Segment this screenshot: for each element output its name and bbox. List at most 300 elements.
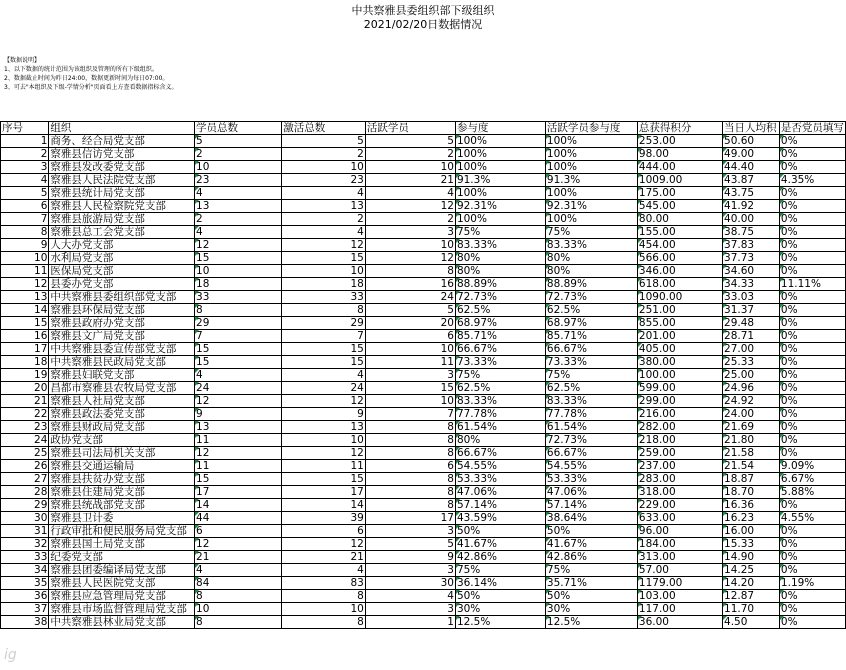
table-cell[interactable]: 68.97% [545,317,637,330]
table-cell[interactable]: 57.00 [637,564,722,577]
table-cell[interactable]: 12 [365,200,455,213]
table-cell[interactable]: 100% [455,187,545,200]
table-cell[interactable]: 17 [282,486,366,499]
table-cell[interactable]: 7 [365,408,455,421]
table-cell[interactable]: 12 [195,395,282,408]
table-cell[interactable]: 察雅县财政局党支部 [49,421,195,434]
column-header[interactable]: 激活总数 [282,122,366,135]
table-cell[interactable]: 18.70 [723,486,780,499]
table-cell[interactable]: 66.67% [545,447,637,460]
table-cell[interactable]: 11 [365,356,455,369]
table-cell[interactable]: 14 [195,499,282,512]
table-cell[interactable]: 昌都市察雅县农牧局党支部 [49,382,195,395]
table-cell[interactable]: 24 [195,382,282,395]
table-cell[interactable]: 30 [1,512,49,525]
table-cell[interactable]: 0% [779,187,845,200]
table-cell[interactable]: 13 [1,291,49,304]
table-cell[interactable]: 察雅县妇联党支部 [49,369,195,382]
table-cell[interactable]: 16 [365,278,455,291]
table-cell[interactable]: 8 [365,265,455,278]
table-cell[interactable]: 1.19% [779,577,845,590]
table-cell[interactable]: 66.67% [455,343,545,356]
table-cell[interactable]: 283.00 [637,473,722,486]
table-cell[interactable]: 0% [779,304,845,317]
table-cell[interactable]: 15 [282,343,366,356]
table-cell[interactable]: 察雅县住建局党支部 [49,486,195,499]
table-cell[interactable]: 80% [455,252,545,265]
table-cell[interactable]: 15 [365,382,455,395]
table-cell[interactable]: 察雅县国土局党支部 [49,538,195,551]
table-cell[interactable]: 155.00 [637,226,722,239]
table-cell[interactable]: 6 [195,525,282,538]
table-cell[interactable]: 察雅县政府办党支部 [49,317,195,330]
table-cell[interactable]: 57.14% [455,499,545,512]
table-cell[interactable]: 12.5% [455,616,545,629]
table-cell[interactable]: 54.55% [545,460,637,473]
table-cell[interactable]: 77.78% [545,408,637,421]
table-cell[interactable]: 83.33% [455,395,545,408]
table-cell[interactable]: 3 [365,226,455,239]
table-cell[interactable]: 5 [365,135,455,148]
table-cell[interactable]: 8 [365,473,455,486]
table-cell[interactable]: 察雅县应急管理局党支部 [49,590,195,603]
table-cell[interactable]: 24.96 [723,382,780,395]
table-cell[interactable]: 察雅县环保局党支部 [49,304,195,317]
table-cell[interactable]: 23 [195,174,282,187]
table-cell[interactable]: 31 [1,525,49,538]
table-cell[interactable]: 0% [779,317,845,330]
table-cell[interactable]: 10 [365,395,455,408]
table-cell[interactable]: 218.00 [637,434,722,447]
table-cell[interactable]: 14.20 [723,577,780,590]
table-cell[interactable]: 545.00 [637,200,722,213]
table-cell[interactable]: 17 [195,486,282,499]
table-cell[interactable]: 中共察雅县委宣传部党支部 [49,343,195,356]
table-cell[interactable]: 85.71% [545,330,637,343]
table-cell[interactable]: 62.5% [455,304,545,317]
table-cell[interactable]: 3 [1,161,49,174]
table-cell[interactable]: 察雅县人民检察院党支部 [49,200,195,213]
table-cell[interactable]: 10 [282,265,366,278]
column-header[interactable]: 活跃学员参与度 [545,122,637,135]
table-cell[interactable]: 12.5% [545,616,637,629]
table-cell[interactable]: 察雅县旅游局党支部 [49,213,195,226]
table-cell[interactable]: 0% [779,421,845,434]
table-cell[interactable]: 3 [365,369,455,382]
table-cell[interactable]: 中共察雅县林业局党支部 [49,616,195,629]
table-cell[interactable]: 0% [779,239,845,252]
table-cell[interactable]: 10 [365,343,455,356]
table-cell[interactable]: 96.00 [637,525,722,538]
table-cell[interactable]: 0% [779,356,845,369]
table-cell[interactable]: 18 [282,278,366,291]
table-cell[interactable]: 15.33 [723,538,780,551]
table-cell[interactable]: 察雅县扶贫办党支部 [49,473,195,486]
table-cell[interactable]: 15 [282,473,366,486]
table-cell[interactable]: 253.00 [637,135,722,148]
table-cell[interactable]: 0% [779,213,845,226]
table-cell[interactable]: 103.00 [637,590,722,603]
table-cell[interactable]: 73.33% [455,356,545,369]
table-cell[interactable]: 12 [282,395,366,408]
table-cell[interactable]: 34.33 [723,278,780,291]
table-cell[interactable]: 100% [545,148,637,161]
table-cell[interactable]: 9 [365,551,455,564]
table-cell[interactable]: 8 [195,304,282,317]
table-cell[interactable]: 2 [282,148,366,161]
table-cell[interactable]: 75% [455,369,545,382]
table-cell[interactable]: 88.89% [455,278,545,291]
table-cell[interactable]: 21 [1,395,49,408]
table-cell[interactable]: 4 [195,226,282,239]
table-cell[interactable]: 19 [1,369,49,382]
table-cell[interactable]: 41.92 [723,200,780,213]
table-cell[interactable]: 10 [282,161,366,174]
table-cell[interactable]: 12 [282,538,366,551]
table-cell[interactable]: 83.33% [545,239,637,252]
table-cell[interactable]: 4 [365,187,455,200]
table-cell[interactable]: 251.00 [637,304,722,317]
table-cell[interactable]: 0% [779,408,845,421]
table-cell[interactable]: 察雅县总工会党支部 [49,226,195,239]
table-cell[interactable]: 91.3% [455,174,545,187]
table-cell[interactable]: 0% [779,525,845,538]
table-cell[interactable]: 15 [195,252,282,265]
table-cell[interactable]: 61.54% [455,421,545,434]
table-cell[interactable]: 0% [779,291,845,304]
table-cell[interactable]: 34 [1,564,49,577]
table-cell[interactable]: 7 [282,330,366,343]
table-cell[interactable]: 1 [1,135,49,148]
column-header[interactable]: 总获得积分 [637,122,722,135]
table-cell[interactable]: 水利局党支部 [49,252,195,265]
table-cell[interactable]: 29 [1,499,49,512]
table-cell[interactable]: 5 [195,135,282,148]
table-cell[interactable]: 91.3% [545,174,637,187]
table-cell[interactable]: 20 [365,317,455,330]
table-cell[interactable]: 36.00 [637,616,722,629]
table-cell[interactable]: 37.73 [723,252,780,265]
table-cell[interactable]: 38.64% [545,512,637,525]
table-cell[interactable]: 2 [365,148,455,161]
table-cell[interactable]: 8 [282,590,366,603]
table-cell[interactable]: 2 [195,148,282,161]
table-cell[interactable]: 30% [545,603,637,616]
table-cell[interactable]: 6 [1,200,49,213]
table-cell[interactable]: 0% [779,603,845,616]
table-cell[interactable]: 20 [1,382,49,395]
table-cell[interactable]: 14.90 [723,551,780,564]
table-cell[interactable]: 38 [1,616,49,629]
table-cell[interactable]: 33.03 [723,291,780,304]
table-cell[interactable]: 11.70 [723,603,780,616]
table-cell[interactable]: 4 [282,564,366,577]
table-cell[interactable]: 18.87 [723,473,780,486]
table-cell[interactable]: 察雅县市场监督管理局党支部 [49,603,195,616]
table-cell[interactable]: 229.00 [637,499,722,512]
table-cell[interactable]: 31.37 [723,304,780,317]
table-cell[interactable]: 24.00 [723,408,780,421]
table-cell[interactable]: 0% [779,265,845,278]
table-cell[interactable]: 28.71 [723,330,780,343]
table-cell[interactable]: 30% [455,603,545,616]
table-cell[interactable]: 83.33% [545,395,637,408]
table-cell[interactable]: 85.71% [455,330,545,343]
table-cell[interactable]: 88.89% [545,278,637,291]
table-cell[interactable]: 8 [282,304,366,317]
table-cell[interactable]: 100% [455,161,545,174]
table-cell[interactable]: 察雅县交通运输局 [49,460,195,473]
table-cell[interactable]: 83.33% [455,239,545,252]
table-cell[interactable]: 92.31% [455,200,545,213]
table-cell[interactable]: 566.00 [637,252,722,265]
table-cell[interactable]: 444.00 [637,161,722,174]
table-cell[interactable]: 16.23 [723,512,780,525]
table-cell[interactable]: 12 [195,239,282,252]
table-cell[interactable]: 0% [779,135,845,148]
table-cell[interactable]: 14 [1,304,49,317]
table-cell[interactable]: 44.40 [723,161,780,174]
table-cell[interactable]: 24 [365,291,455,304]
table-cell[interactable]: 8 [365,421,455,434]
table-cell[interactable]: 察雅县统计局党支部 [49,187,195,200]
table-cell[interactable]: 6 [365,460,455,473]
table-cell[interactable]: 33 [1,551,49,564]
table-cell[interactable]: 察雅县统战部党支部 [49,499,195,512]
column-header[interactable]: 组织 [49,122,195,135]
table-cell[interactable]: 80% [455,265,545,278]
table-cell[interactable]: 175.00 [637,187,722,200]
table-cell[interactable]: 4 [195,369,282,382]
table-cell[interactable]: 54.55% [455,460,545,473]
table-cell[interactable]: 259.00 [637,447,722,460]
table-cell[interactable]: 29 [282,317,366,330]
table-cell[interactable]: 8 [365,447,455,460]
table-cell[interactable]: 23 [282,174,366,187]
table-cell[interactable]: 282.00 [637,421,722,434]
table-cell[interactable]: 75% [545,564,637,577]
table-cell[interactable]: 62.5% [545,382,637,395]
table-cell[interactable]: 77.78% [455,408,545,421]
table-cell[interactable]: 4 [1,174,49,187]
table-cell[interactable]: 21 [365,174,455,187]
table-cell[interactable]: 40.00 [723,213,780,226]
table-cell[interactable]: 11 [195,434,282,447]
table-cell[interactable]: 100% [455,213,545,226]
table-cell[interactable]: 10 [365,161,455,174]
table-cell[interactable]: 34.60 [723,265,780,278]
table-cell[interactable]: 299.00 [637,395,722,408]
table-cell[interactable]: 8 [1,226,49,239]
table-cell[interactable]: 80% [545,265,637,278]
table-cell[interactable]: 察雅县卫计委 [49,512,195,525]
table-cell[interactable]: 405.00 [637,343,722,356]
table-cell[interactable]: 72.73% [455,291,545,304]
table-cell[interactable]: 53.33% [545,473,637,486]
column-header[interactable]: 是否党员填写 [780,122,844,134]
table-cell[interactable]: 5.88% [779,486,845,499]
table-cell[interactable]: 7 [1,213,49,226]
table-cell[interactable]: 75% [455,564,545,577]
table-cell[interactable]: 0% [779,447,845,460]
table-cell[interactable]: 100% [455,135,545,148]
table-cell[interactable]: 0% [779,343,845,356]
table-cell[interactable]: 2 [1,148,49,161]
table-cell[interactable]: 10 [195,603,282,616]
table-cell[interactable]: 10 [195,161,282,174]
table-cell[interactable]: 4 [365,590,455,603]
table-cell[interactable]: 6 [365,330,455,343]
table-cell[interactable]: 29 [195,317,282,330]
table-cell[interactable]: 0% [779,395,845,408]
table-cell[interactable]: 92.31% [545,200,637,213]
table-cell[interactable]: 6.67% [779,473,845,486]
table-cell[interactable]: 12 [1,278,49,291]
table-cell[interactable]: 12 [282,447,366,460]
table-cell[interactable]: 8 [365,434,455,447]
table-cell[interactable]: 16 [1,330,49,343]
column-header[interactable]: 当日人均积 [723,122,780,135]
table-cell[interactable]: 商务、经合局党支部 [49,135,195,148]
table-cell[interactable]: 10 [282,434,366,447]
table-cell[interactable]: 25.33 [723,356,780,369]
table-cell[interactable]: 80% [455,434,545,447]
table-cell[interactable]: 10 [195,265,282,278]
table-cell[interactable]: 0% [779,616,845,629]
table-cell[interactable]: 33 [195,291,282,304]
table-cell[interactable]: 35.71% [545,577,637,590]
table-cell[interactable]: 49.00 [723,148,780,161]
table-cell[interactable]: 43.75 [723,187,780,200]
table-cell[interactable]: 100% [545,135,637,148]
table-cell[interactable]: 21 [282,551,366,564]
table-cell[interactable]: 100.00 [637,369,722,382]
column-header[interactable]: 参与度 [455,122,545,135]
table-cell[interactable]: 0% [779,148,845,161]
table-cell[interactable]: 75% [545,369,637,382]
table-cell[interactable]: 75% [455,226,545,239]
table-cell[interactable]: 17 [365,512,455,525]
table-cell[interactable]: 1 [365,616,455,629]
table-cell[interactable]: 3 [365,564,455,577]
table-cell[interactable]: 11.11% [779,278,845,291]
column-header[interactable]: 序号 [1,122,49,135]
table-cell[interactable]: 0% [779,551,845,564]
table-cell[interactable]: 15 [1,317,49,330]
table-cell[interactable]: 184.00 [637,538,722,551]
table-cell[interactable]: 313.00 [637,551,722,564]
table-cell[interactable]: 13 [195,200,282,213]
table-cell[interactable]: 医保局党支部 [49,265,195,278]
table-cell[interactable]: 10 [1,252,49,265]
table-cell[interactable]: 1090.00 [637,291,722,304]
table-cell[interactable]: 27 [1,473,49,486]
table-cell[interactable]: 53.33% [455,473,545,486]
table-cell[interactable]: 43.59% [455,512,545,525]
table-cell[interactable]: 察雅县司法局机关支部 [49,447,195,460]
table-cell[interactable]: 454.00 [637,239,722,252]
table-cell[interactable]: 12 [282,239,366,252]
table-cell[interactable]: 32 [1,538,49,551]
table-cell[interactable]: 察雅县文广局党支部 [49,330,195,343]
table-cell[interactable]: 人大办党支部 [49,239,195,252]
table-cell[interactable]: 36 [1,590,49,603]
table-cell[interactable]: 39 [282,512,366,525]
table-cell[interactable]: 33 [282,291,366,304]
table-cell[interactable]: 380.00 [637,356,722,369]
table-cell[interactable]: 9 [1,239,49,252]
table-cell[interactable]: 42.86% [545,551,637,564]
table-cell[interactable]: 18 [1,356,49,369]
table-cell[interactable]: 16.00 [723,525,780,538]
table-cell[interactable]: 37.83 [723,239,780,252]
table-cell[interactable]: 216.00 [637,408,722,421]
table-cell[interactable]: 8 [282,616,366,629]
table-cell[interactable]: 8 [195,590,282,603]
table-cell[interactable]: 37 [1,603,49,616]
table-cell[interactable]: 11 [195,460,282,473]
table-cell[interactable]: 83 [282,577,366,590]
table-cell[interactable]: 24 [1,434,49,447]
table-cell[interactable]: 7 [195,330,282,343]
table-cell[interactable]: 15 [195,356,282,369]
table-cell[interactable]: 5 [365,304,455,317]
table-cell[interactable]: 0% [779,499,845,512]
table-cell[interactable]: 30 [365,577,455,590]
table-cell[interactable]: 27.00 [723,343,780,356]
table-cell[interactable]: 117.00 [637,603,722,616]
table-cell[interactable]: 0% [779,590,845,603]
table-cell[interactable]: 17 [1,343,49,356]
table-cell[interactable]: 62.5% [545,304,637,317]
table-cell[interactable]: 80% [545,252,637,265]
table-cell[interactable]: 62.5% [455,382,545,395]
table-cell[interactable]: 100% [545,161,637,174]
table-cell[interactable]: 98.00 [637,148,722,161]
table-cell[interactable]: 84 [195,577,282,590]
table-cell[interactable]: 6 [282,525,366,538]
table-cell[interactable]: 66.67% [545,343,637,356]
table-cell[interactable]: 25.00 [723,369,780,382]
table-cell[interactable]: 43.87 [723,174,780,187]
table-cell[interactable]: 16.36 [723,499,780,512]
table-cell[interactable]: 50% [455,525,545,538]
table-cell[interactable]: 行政审批和便民服务局党支部 [49,525,195,538]
table-cell[interactable]: 15 [195,473,282,486]
table-cell[interactable]: 2 [282,213,366,226]
table-cell[interactable]: 12.87 [723,590,780,603]
table-cell[interactable]: 12 [195,538,282,551]
table-cell[interactable]: 201.00 [637,330,722,343]
table-cell[interactable]: 61.54% [545,421,637,434]
table-cell[interactable]: 13 [195,421,282,434]
table-cell[interactable]: 察雅县人社局党支部 [49,395,195,408]
table-cell[interactable]: 29.48 [723,317,780,330]
table-cell[interactable]: 0% [779,200,845,213]
table-cell[interactable]: 1179.00 [637,577,722,590]
table-cell[interactable]: 8 [195,616,282,629]
table-cell[interactable]: 24 [282,382,366,395]
table-cell[interactable]: 8 [365,499,455,512]
column-header[interactable]: 学员总数 [195,122,282,135]
table-cell[interactable]: 57.14% [545,499,637,512]
table-cell[interactable]: 47.06% [545,486,637,499]
table-cell[interactable]: 察雅县人民医院党支部 [49,577,195,590]
table-cell[interactable]: 0% [779,252,845,265]
table-cell[interactable]: 23 [1,421,49,434]
table-cell[interactable]: 察雅县信访党支部 [49,148,195,161]
table-cell[interactable]: 9.09% [779,460,845,473]
